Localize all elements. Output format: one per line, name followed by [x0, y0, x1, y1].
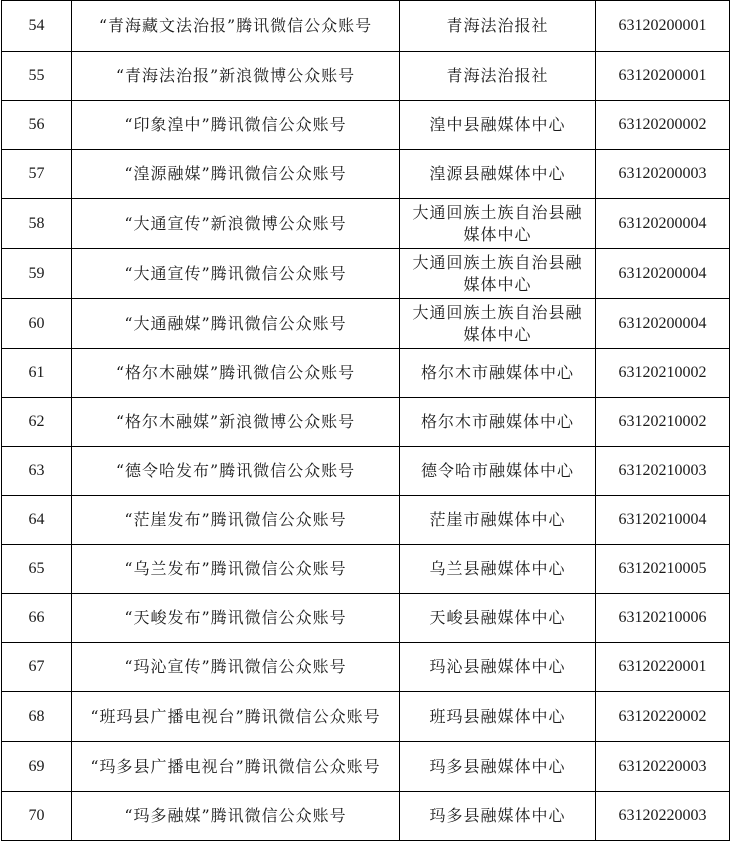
row-number: 56 — [2, 101, 72, 150]
operating-organization: 格尔木市融媒体中心 — [400, 398, 596, 447]
table-row — [2, 398, 730, 447]
table-row — [2, 249, 730, 299]
operating-organization: 天峻县融媒体中心 — [400, 594, 596, 643]
registration-code: 63120210003 — [596, 447, 730, 496]
row-number: 67 — [2, 643, 72, 692]
table-row — [2, 1, 730, 52]
operating-organization: 大通回族土族自治县融媒体中心 — [400, 199, 596, 249]
row-number: 54 — [2, 1, 72, 52]
row-number: 70 — [2, 792, 72, 841]
table-row — [2, 101, 730, 150]
account-name: “玛多县广播电视台”腾讯微信公众账号 — [72, 742, 400, 792]
row-number: 68 — [2, 692, 72, 742]
account-name: “格尔木融媒”腾讯微信公众账号 — [72, 349, 400, 398]
registration-code: 63120200003 — [596, 150, 730, 199]
row-number: 64 — [2, 496, 72, 545]
row-number: 62 — [2, 398, 72, 447]
table-row — [2, 692, 730, 742]
account-name: “德令哈发布”腾讯微信公众账号 — [72, 447, 400, 496]
operating-organization: 玛沁县融媒体中心 — [400, 643, 596, 692]
row-number: 59 — [2, 249, 72, 299]
row-number: 63 — [2, 447, 72, 496]
row-number: 58 — [2, 199, 72, 249]
account-name: “玛沁宣传”腾讯微信公众账号 — [72, 643, 400, 692]
operating-organization: 青海法治报社 — [400, 1, 596, 52]
account-name: “印象湟中”腾讯微信公众账号 — [72, 101, 400, 150]
table-row — [2, 299, 730, 349]
account-name: “青海藏文法治报”腾讯微信公众账号 — [72, 1, 400, 52]
operating-organization: 茫崖市融媒体中心 — [400, 496, 596, 545]
row-number: 55 — [2, 52, 72, 101]
registration-code: 63120200004 — [596, 249, 730, 299]
registration-code: 63120200004 — [596, 199, 730, 249]
operating-organization: 班玛县融媒体中心 — [400, 692, 596, 742]
operating-organization: 格尔木市融媒体中心 — [400, 349, 596, 398]
registration-code: 63120220003 — [596, 792, 730, 841]
registration-code: 63120210002 — [596, 349, 730, 398]
document-page — [1, 0, 729, 841]
operating-organization: 湟源县融媒体中心 — [400, 150, 596, 199]
operating-organization: 玛多县融媒体中心 — [400, 792, 596, 841]
registration-code: 63120220001 — [596, 643, 730, 692]
operating-organization: 大通回族土族自治县融媒体中心 — [400, 249, 596, 299]
registration-code: 63120220002 — [596, 692, 730, 742]
registration-code: 63120200002 — [596, 101, 730, 150]
operating-organization: 玛多县融媒体中心 — [400, 742, 596, 792]
account-name: “班玛县广播电视台”腾讯微信公众账号 — [72, 692, 400, 742]
registration-code: 63120210004 — [596, 496, 730, 545]
table-row — [2, 545, 730, 594]
account-name: “天峻发布”腾讯微信公众账号 — [72, 594, 400, 643]
operating-organization: 乌兰县融媒体中心 — [400, 545, 596, 594]
row-number: 69 — [2, 742, 72, 792]
table-row — [2, 594, 730, 643]
account-name: “格尔木融媒”新浪微博公众账号 — [72, 398, 400, 447]
operating-organization: 湟中县融媒体中心 — [400, 101, 596, 150]
table-row — [2, 52, 730, 101]
table-row — [2, 447, 730, 496]
registration-code: 63120200001 — [596, 52, 730, 101]
table-row — [2, 349, 730, 398]
operating-organization: 青海法治报社 — [400, 52, 596, 101]
table-body — [2, 1, 730, 841]
table-row — [2, 199, 730, 249]
table-row — [2, 792, 730, 841]
account-name: “大通宣传”新浪微博公众账号 — [72, 199, 400, 249]
media-account-table — [1, 0, 730, 841]
row-number: 57 — [2, 150, 72, 199]
account-name: “大通宣传”腾讯微信公众账号 — [72, 249, 400, 299]
row-number: 61 — [2, 349, 72, 398]
account-name: “茫崖发布”腾讯微信公众账号 — [72, 496, 400, 545]
table-row — [2, 742, 730, 792]
registration-code: 63120220003 — [596, 742, 730, 792]
operating-organization: 德令哈市融媒体中心 — [400, 447, 596, 496]
registration-code: 63120210005 — [596, 545, 730, 594]
row-number: 60 — [2, 299, 72, 349]
operating-organization: 大通回族土族自治县融媒体中心 — [400, 299, 596, 349]
row-number: 65 — [2, 545, 72, 594]
table-row — [2, 643, 730, 692]
account-name: “大通融媒”腾讯微信公众账号 — [72, 299, 400, 349]
account-name: “青海法治报”新浪微博公众账号 — [72, 52, 400, 101]
registration-code: 63120200004 — [596, 299, 730, 349]
table-row — [2, 150, 730, 199]
row-number: 66 — [2, 594, 72, 643]
account-name: “湟源融媒”腾讯微信公众账号 — [72, 150, 400, 199]
registration-code: 63120200001 — [596, 1, 730, 52]
table-row — [2, 496, 730, 545]
registration-code: 63120210006 — [596, 594, 730, 643]
account-name: “玛多融媒”腾讯微信公众账号 — [72, 792, 400, 841]
account-name: “乌兰发布”腾讯微信公众账号 — [72, 545, 400, 594]
registration-code: 63120210002 — [596, 398, 730, 447]
